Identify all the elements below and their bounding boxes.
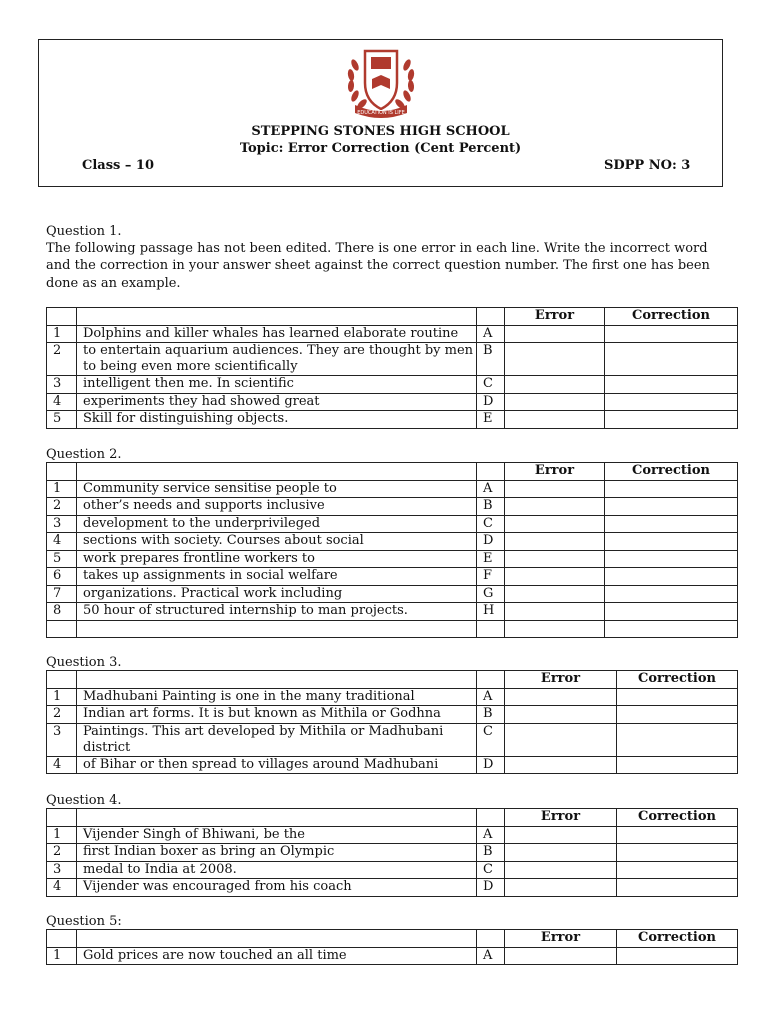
table-row xyxy=(47,550,738,568)
error-cell[interactable] xyxy=(505,515,605,533)
table-row xyxy=(47,603,738,621)
table-row xyxy=(47,879,738,897)
table-row xyxy=(47,585,738,603)
correction-cell[interactable] xyxy=(605,343,738,376)
error-header: Error xyxy=(505,809,617,827)
error-cell[interactable] xyxy=(505,844,617,862)
error-cell[interactable] xyxy=(505,879,617,897)
row-number: 1 xyxy=(47,688,77,706)
table-row xyxy=(47,498,738,516)
row-letter: D xyxy=(477,533,505,551)
table-row xyxy=(47,706,738,724)
error-cell[interactable] xyxy=(505,603,605,621)
row-letter: C xyxy=(477,376,505,394)
row-letter: C xyxy=(477,723,505,756)
table-row xyxy=(47,826,738,844)
correction-cell[interactable] xyxy=(605,568,738,586)
row-letter: D xyxy=(477,756,505,774)
table-header-row xyxy=(47,463,738,481)
row-letter: D xyxy=(477,879,505,897)
row-text: to entertain aquarium audiences. They are thought by men to being even more scientifically xyxy=(77,343,477,376)
correction-cell[interactable] xyxy=(617,879,738,897)
row-number: 3 xyxy=(47,861,77,879)
row-text: Vijender Singh of Bhiwani, be the xyxy=(77,826,477,844)
question-2-table xyxy=(46,462,738,638)
correction-cell[interactable] xyxy=(617,844,738,862)
row-text: of Bihar or then spread to villages around Madhubani xyxy=(77,756,477,774)
error-cell[interactable] xyxy=(505,376,605,394)
correction-cell[interactable] xyxy=(617,723,738,756)
row-letter: B xyxy=(477,844,505,862)
row-text: other’s needs and supports inclusive xyxy=(77,498,477,516)
row-letter: C xyxy=(477,515,505,533)
school-name: STEPPING STONES HIGH SCHOOL xyxy=(251,124,510,139)
row-letter: F xyxy=(477,568,505,586)
correction-cell[interactable] xyxy=(605,498,738,516)
row-text: sections with society. Courses about social xyxy=(77,533,477,551)
table-row xyxy=(47,515,738,533)
error-cell[interactable] xyxy=(505,411,605,429)
correction-cell[interactable] xyxy=(605,603,738,621)
row-letter: E xyxy=(477,550,505,568)
correction-header: Correction xyxy=(617,671,738,689)
table-header-row xyxy=(47,809,738,827)
error-cell[interactable] xyxy=(505,861,617,879)
question-4-title: Question 4. xyxy=(46,793,122,808)
table-row xyxy=(47,480,738,498)
row-text: Skill for distinguishing objects. xyxy=(77,411,477,429)
row-letter: B xyxy=(477,498,505,516)
correction-cell[interactable] xyxy=(605,480,738,498)
correction-cell[interactable] xyxy=(605,325,738,343)
table-row xyxy=(47,325,738,343)
correction-cell[interactable] xyxy=(617,706,738,724)
row-number: 6 xyxy=(47,568,77,586)
row-text: Indian art forms. It is but known as Mithila or Godhna xyxy=(77,706,477,724)
error-cell[interactable] xyxy=(505,480,605,498)
row-text: 50 hour of structured internship to man projects. xyxy=(77,603,477,621)
error-cell[interactable] xyxy=(505,325,605,343)
table-row xyxy=(47,688,738,706)
question-5-table xyxy=(46,929,738,965)
question-1-table xyxy=(46,307,738,429)
school-crest-logo xyxy=(341,43,421,121)
topic-title: Topic: Error Correction (Cent Percent) xyxy=(239,141,522,156)
row-number: 5 xyxy=(47,550,77,568)
table-row xyxy=(47,844,738,862)
error-header: Error xyxy=(505,463,605,481)
row-number: 1 xyxy=(47,325,77,343)
correction-header: Correction xyxy=(617,809,738,827)
row-text: intelligent then me. In scientific xyxy=(77,376,477,394)
row-text: Community service sensitise people to xyxy=(77,480,477,498)
row-text: Madhubani Painting is one in the many traditional xyxy=(77,688,477,706)
row-text: work prepares frontline workers to xyxy=(77,550,477,568)
question-4 xyxy=(46,792,736,809)
row-number: 2 xyxy=(47,343,77,376)
row-letter: G xyxy=(477,585,505,603)
row-letter: H xyxy=(477,603,505,621)
correction-header: Correction xyxy=(617,930,738,948)
error-cell[interactable] xyxy=(505,688,617,706)
table-row xyxy=(47,568,738,586)
row-letter: A xyxy=(477,947,505,965)
correction-cell[interactable] xyxy=(605,585,738,603)
error-cell[interactable] xyxy=(505,533,605,551)
table-row xyxy=(47,393,738,411)
row-letter: B xyxy=(477,706,505,724)
row-number: 7 xyxy=(47,585,77,603)
question-4-table xyxy=(46,808,738,897)
error-header: Error xyxy=(505,308,605,326)
svg-text:EDUCATION IS LIFE: EDUCATION IS LIFE xyxy=(357,110,405,116)
table-row xyxy=(47,861,738,879)
row-number: 8 xyxy=(47,603,77,621)
class-label: Class – 10 xyxy=(82,158,154,173)
row-number: 4 xyxy=(47,393,77,411)
question-5 xyxy=(46,913,736,930)
question-1-instructions: The following passage has not been edited. There is one error in each line. Write the incorrect word and the correction in your answer sheet against the correct question number. The first one has been done as an example. xyxy=(46,241,710,291)
row-number: 3 xyxy=(47,515,77,533)
row-text: first Indian boxer as bring an Olympic xyxy=(77,844,477,862)
correction-cell[interactable] xyxy=(617,947,738,965)
error-cell[interactable] xyxy=(505,756,617,774)
table-row xyxy=(47,411,738,429)
row-text: takes up assignments in social welfare xyxy=(77,568,477,586)
table-row xyxy=(47,343,738,376)
correction-cell[interactable] xyxy=(605,376,738,394)
correction-cell[interactable] xyxy=(605,411,738,429)
row-number: 1 xyxy=(47,480,77,498)
row-letter: A xyxy=(477,325,505,343)
row-letter: B xyxy=(477,343,505,376)
correction-header: Correction xyxy=(605,463,738,481)
table-header-row xyxy=(47,930,738,948)
row-letter: D xyxy=(477,393,505,411)
correction-cell[interactable] xyxy=(605,533,738,551)
row-number: 3 xyxy=(47,376,77,394)
row-number: 3 xyxy=(47,723,77,756)
row-number: 1 xyxy=(47,826,77,844)
error-cell[interactable] xyxy=(505,550,605,568)
row-number: 4 xyxy=(47,533,77,551)
row-text: Gold prices are now touched an all time xyxy=(77,947,477,965)
header-box xyxy=(38,39,723,187)
question-3-title: Question 3. xyxy=(46,655,122,670)
row-number: 2 xyxy=(47,706,77,724)
row-number: 4 xyxy=(47,879,77,897)
table-row xyxy=(47,533,738,551)
row-text: Vijender was encouraged from his coach xyxy=(77,879,477,897)
row-text: Paintings. This art developed by Mithila or Madhubani district xyxy=(77,723,477,756)
table-header-row xyxy=(47,671,738,689)
row-text: experiments they had showed great xyxy=(77,393,477,411)
correction-cell[interactable] xyxy=(617,756,738,774)
question-3 xyxy=(46,654,736,671)
error-cell[interactable] xyxy=(505,826,617,844)
question-1-title: Question 1. xyxy=(46,224,122,239)
error-cell[interactable] xyxy=(505,947,617,965)
table-row xyxy=(47,947,738,965)
error-cell[interactable] xyxy=(505,393,605,411)
table-row xyxy=(47,376,738,394)
question-3-table xyxy=(46,670,738,774)
error-cell[interactable] xyxy=(505,343,605,376)
correction-header: Correction xyxy=(605,308,738,326)
sdpp-number: SDPP NO: 3 xyxy=(604,158,691,173)
correction-cell[interactable] xyxy=(617,688,738,706)
error-header: Error xyxy=(505,671,617,689)
table-row xyxy=(47,723,738,756)
row-number: 4 xyxy=(47,756,77,774)
row-letter: A xyxy=(477,826,505,844)
question-5-title: Question 5: xyxy=(46,914,122,929)
row-letter: E xyxy=(477,411,505,429)
question-2-title: Question 2. xyxy=(46,447,122,462)
error-cell[interactable] xyxy=(505,498,605,516)
row-number: 2 xyxy=(47,498,77,516)
table-header-row xyxy=(47,308,738,326)
row-number: 2 xyxy=(47,844,77,862)
correction-cell[interactable] xyxy=(617,826,738,844)
row-number: 1 xyxy=(47,947,77,965)
table-row xyxy=(47,756,738,774)
row-text: Dolphins and killer whales has learned elaborate routine xyxy=(77,325,477,343)
correction-cell[interactable] xyxy=(605,550,738,568)
row-letter: A xyxy=(477,480,505,498)
error-header: Error xyxy=(505,930,617,948)
question-1 xyxy=(46,223,736,292)
error-cell[interactable] xyxy=(505,706,617,724)
correction-cell[interactable] xyxy=(605,515,738,533)
row-number: 5 xyxy=(47,411,77,429)
row-text: medal to India at 2008. xyxy=(77,861,477,879)
empty-row xyxy=(47,620,738,638)
row-letter: C xyxy=(477,861,505,879)
question-2 xyxy=(46,446,736,463)
row-text: development to the underprivileged xyxy=(77,515,477,533)
row-text: organizations. Practical work including xyxy=(77,585,477,603)
correction-cell[interactable] xyxy=(617,861,738,879)
error-cell[interactable] xyxy=(505,585,605,603)
error-cell[interactable] xyxy=(505,723,617,756)
error-cell[interactable] xyxy=(505,568,605,586)
correction-cell[interactable] xyxy=(605,393,738,411)
row-letter: A xyxy=(477,688,505,706)
